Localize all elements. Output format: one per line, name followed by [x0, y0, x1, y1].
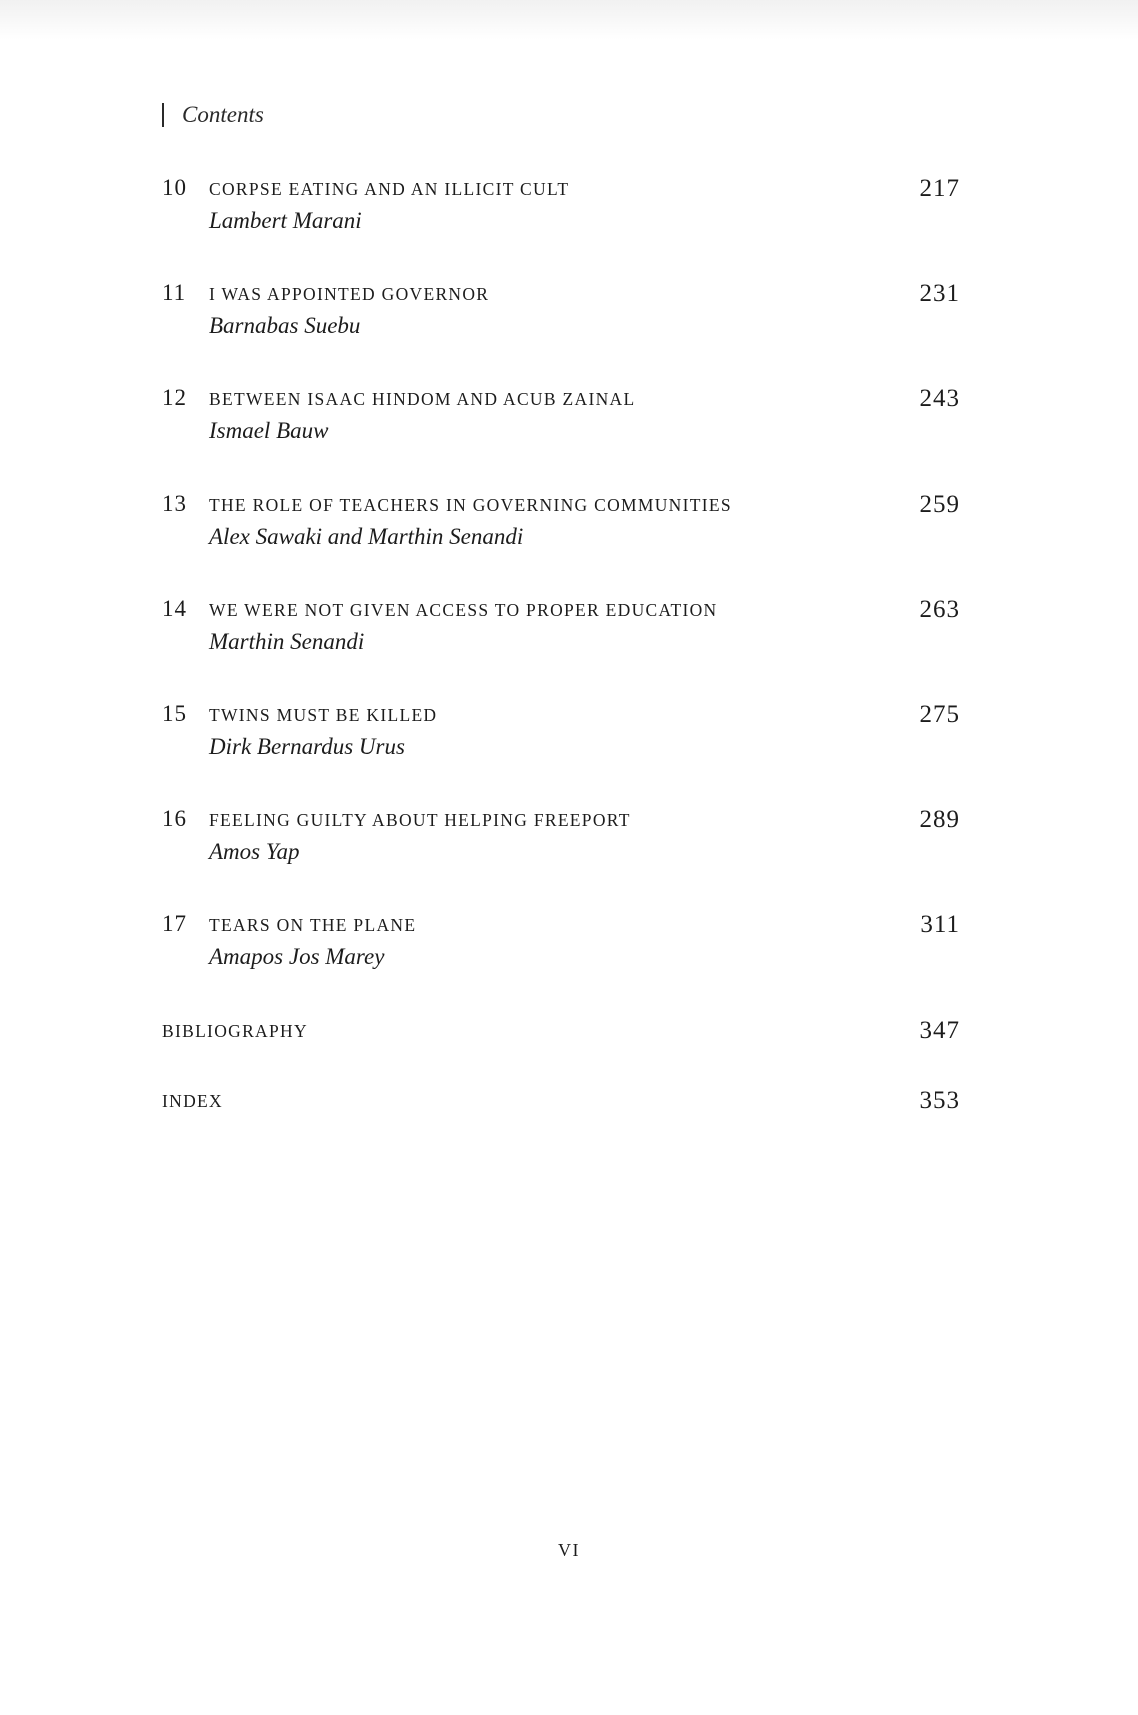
chapter-number: 10 [162, 175, 187, 200]
chapter-number: 13 [162, 491, 187, 516]
back-matter-page-number: 347 [919, 1017, 960, 1044]
chapter-author: Amos Yap [209, 839, 300, 864]
chapter-author: Barnabas Suebu [209, 313, 361, 338]
chapter-page-number: 311 [920, 911, 960, 938]
chapter-title: TEARS ON THE PLANE [209, 915, 417, 935]
chapter-number: 12 [162, 385, 187, 410]
chapter-title: THE ROLE OF TEACHERS IN GOVERNING COMMUNITIES [209, 495, 732, 515]
page-top-shadow [0, 0, 1138, 40]
page-folio: VI [558, 1540, 580, 1560]
chapter-author: Dirk Bernardus Urus [209, 734, 405, 759]
chapter-number: 15 [162, 701, 187, 726]
chapter-number: 14 [162, 596, 187, 621]
chapter-title: BETWEEN ISAAC HINDOM AND ACUB ZAINAL [209, 389, 636, 409]
running-head [162, 100, 264, 130]
chapter-author: Marthin Senandi [209, 629, 365, 654]
chapter-number: 17 [162, 911, 187, 936]
back-matter-page-number: 353 [919, 1087, 960, 1114]
chapter-title: I WAS APPOINTED GOVERNOR [209, 284, 490, 304]
running-head-text: Contents [182, 102, 264, 127]
chapter-author: Ismael Bauw [209, 418, 329, 443]
chapter-page-number: 275 [919, 701, 960, 728]
chapter-page-number: 243 [919, 385, 960, 412]
chapter-page-number: 231 [919, 280, 960, 307]
back-matter-label: INDEX [162, 1091, 223, 1111]
running-head-rule [162, 103, 164, 127]
chapter-author: Amapos Jos Marey [209, 944, 385, 969]
chapter-page-number: 263 [919, 596, 960, 623]
chapter-page-number: 289 [919, 806, 960, 833]
chapter-page-number: 217 [919, 175, 960, 202]
chapter-author: Alex Sawaki and Marthin Senandi [209, 524, 524, 549]
chapter-title: FEELING GUILTY ABOUT HELPING FREEPORT [209, 810, 631, 830]
back-matter-label: BIBLIOGRAPHY [162, 1021, 308, 1041]
chapter-author: Lambert Marani [209, 208, 362, 233]
chapter-number: 11 [162, 280, 187, 305]
chapter-page-number: 259 [919, 491, 960, 518]
chapter-title: WE WERE NOT GIVEN ACCESS TO PROPER EDUCATION [209, 600, 718, 620]
chapter-title: CORPSE EATING AND AN ILLICIT CULT [209, 179, 570, 199]
chapter-number: 16 [162, 806, 187, 831]
chapter-title: TWINS MUST BE KILLED [209, 705, 438, 725]
